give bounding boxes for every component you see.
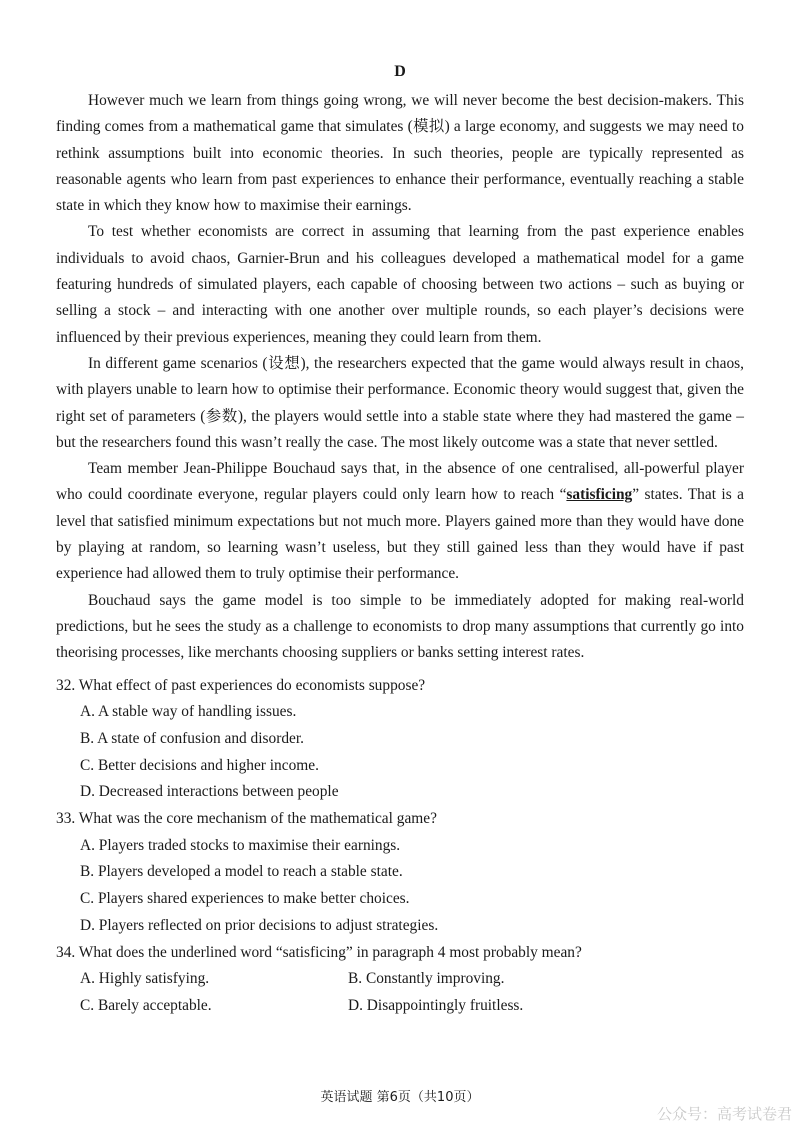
question-34 — [56, 940, 744, 1020]
paragraph-3 — [56, 351, 744, 456]
paragraph-text: ” states. That is a level that satisfied minimum expectations but not much more. Players gained more than they would have done by playing at random, so learning wasn’t useless, but they still gained less than they would have if past experience had allowed them to truly optimise their performance. — [56, 486, 744, 583]
passage — [56, 88, 744, 667]
questions — [56, 673, 744, 1020]
question-33 — [56, 806, 744, 940]
option-b: B. Constantly improving. — [348, 970, 505, 988]
section-heading: D — [394, 63, 406, 80]
watermark: 公众号：高考试卷君 — [656, 1105, 792, 1123]
paragraph-text: To test whether economists are correct in assuming that learning from the past experience enables individuals to avoid chaos, Garnier-Brun and his colleagues developed a mathematical model for a game featuring hundreds of simulated players, each capable of choosing between two actions – such as buying or selling a stock – and interacting with one another over multiple rounds, so each player’s decisions were influenced by their previous experiences, meaning they could learn from them. — [56, 223, 744, 346]
option-b: B. Players developed a model to reach a stable state. — [80, 863, 403, 881]
option-row — [80, 966, 744, 993]
paragraph-text: In different game scenarios (设想), the researchers expected that the game would always result in chaos, with players unable to learn how to optimise their performance. Economic theory would suggest that, given the right set of parameters (参数), the players would settle into a stable state where they had mastered the game – but the researchers found this wasn’t really the case. The most likely outcome was a state that never settled. — [56, 354, 744, 451]
underlined-word: satisficing — [566, 486, 633, 504]
question-stem: 32. What effect of past experiences do economists suppose? — [56, 676, 426, 694]
exam-page — [56, 62, 744, 1020]
question-stem: 33. What was the core mechanism of the mathematical game? — [56, 810, 437, 828]
option-a: A. Players traded stocks to maximise their earnings. — [80, 836, 401, 854]
page-footer: 英语试题 第6页（共10页） — [320, 1090, 480, 1105]
paragraph-text: Bouchaud says the game model is too simple to be immediately adopted for making real-world predictions, but he sees the study as a challenge to economists to drop many assumptions that currently go into theorising processes, like merchants choosing suppliers or banks setting interest rates. — [56, 591, 744, 662]
option-row — [80, 993, 744, 1020]
question-stem: 34. What does the underlined word “satisficing” in paragraph 4 most probably mean? — [56, 943, 582, 961]
question-32 — [56, 673, 744, 807]
option-a: A. Highly satisfying. — [80, 970, 210, 988]
option-c: C. Players shared experiences to make better choices. — [80, 890, 410, 908]
paragraph-2 — [56, 219, 744, 350]
paragraph-4 — [56, 456, 744, 587]
option-c: C. Better decisions and higher income. — [80, 756, 319, 774]
paragraph-1 — [56, 88, 744, 219]
option-d: D. Decreased interactions between people — [80, 783, 339, 801]
paragraph-5 — [56, 588, 744, 667]
option-c: C. Barely acceptable. — [80, 996, 212, 1014]
paragraph-text: Team member Jean-Philippe Bouchaud says that, in the absence of one centralised, all-powerful player who could coordinate everyone, regular players could only learn how to reach “ — [56, 460, 744, 504]
option-d: D. Disappointingly fruitless. — [348, 996, 524, 1014]
option-b: B. A state of confusion and disorder. — [80, 729, 304, 747]
option-d: D. Players reflected on prior decisions to adjust strategies. — [80, 916, 439, 934]
paragraph-text: However much we learn from things going wrong, we will never become the best decision-makers. This finding comes from a mathematical game that simulates (模拟) a large economy, and suggests we may need to rethink assumptions built into economic theories. In such theories, people are typically represented as reasonable agents who learn from past experiences to enhance their performance, eventually reaching a stable state in which they know how to maximise their earnings. — [56, 92, 744, 215]
option-a: A. A stable way of handling issues. — [80, 703, 297, 721]
